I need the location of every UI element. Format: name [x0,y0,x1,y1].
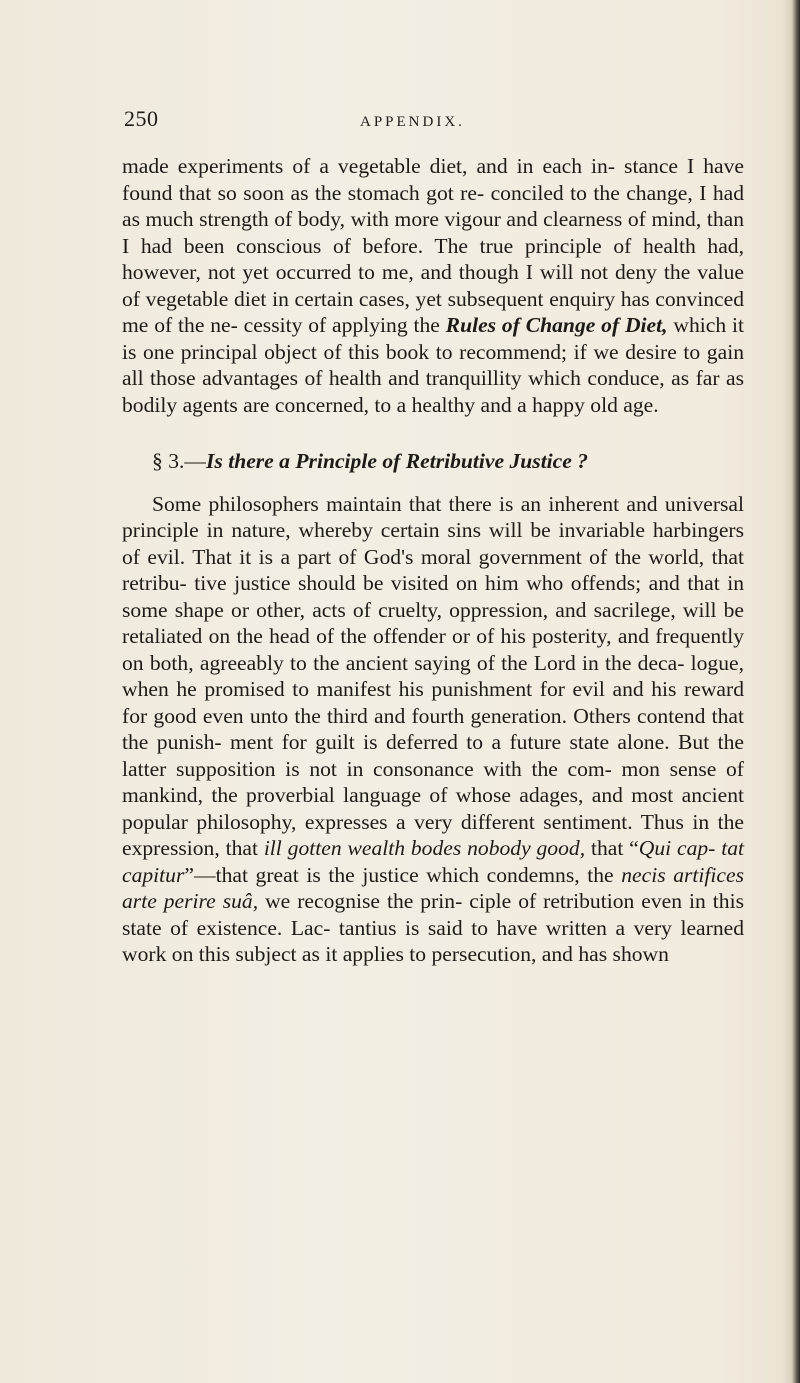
paragraph-text: that “ [585,836,639,860]
page-edge-shadow [782,0,800,1383]
paragraph-text: ”—that great is the justice which condemns, the [184,862,622,887]
italic-phrase: Qui cap- tat capitur [122,836,745,887]
paragraph-text: Some philosophers maintain that there is an inherent and universal principle in nature, whereby certain sins will be invariable harbingers of evil. That it is a part of God's moral government of the world, that retribu- tive justice should be visited on him who offends; and that in some shape or other, acts of cruelty, oppression, and sacrilege, will be retaliated on the head of the offender or of his posterity, and frequently on both, agreeably to the ancient saying of the Lord in the deca- logue, when he promised to manifest his punishment for evil and his reward for good even unto the third and fourth generation. Others contend that the punish- ment for guilt is deferred to a future state alone. But the latter supposition is not in consonance with the com- mon sense of mankind, the proverbial language of whose adages, and most ancient popular philosophy, expresses a very different sentiment. Thus in the expression, that [122,491,744,860]
page-number: 250 [124,106,159,131]
paragraph-diet [122,153,744,418]
body-text [122,153,744,968]
italic-phrase: ill gotten wealth bodes nobody good, [263,836,586,860]
section-heading [152,448,744,475]
paragraph-text: which it is one principal object of this book to recommend; if we desire to gain all those advantages of health and tranquillity which conduce, as far as bodily agents are concerned, to a healthy and a happy old age. [122,313,744,417]
section-number: § 3.— [152,449,206,473]
paragraph-text: we recognise the prin- ciple of retribution even in this state of existence. Lac- tantius is said to have written a very learned work on this subject as it applies to persecution, and has shown [122,889,744,966]
paragraph-text: made experiments of a vegetable diet, and in each in- stance I have found that so soon as the stomach got re- conciled to the change, I had as much strength of body, with more vigour and clearness of mind, than I had been conscious of before. The true principle of health had, however, not yet occurred to me, and though I will not deny the value of vegetable diet in certain cases, yet subsequent enquiry has convinced me of the ne- cessity of applying the [122,154,744,337]
section-title: Is there a Principle of Retributive Justice ? [205,449,589,473]
emphasis-rules-of-change-of-diet: Rules of Change of Diet, [445,313,668,337]
running-head: APPENDIX. [360,114,465,130]
italic-phrase: necis artifices arte perire suâ, [122,862,744,913]
paragraph-retributive-justice [122,491,744,968]
